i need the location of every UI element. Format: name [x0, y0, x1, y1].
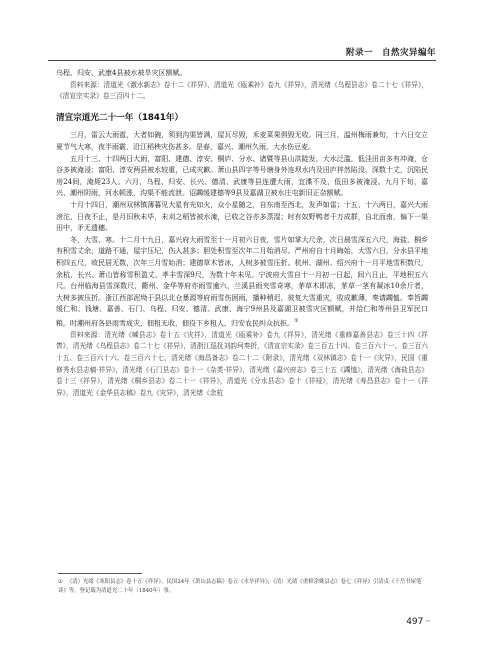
page-number-value: 497	[406, 617, 424, 627]
paragraph: 三月，雷云大雨雹，大者如碗，须到沟渠皆满，屋瓦尽毁，禾麦菜果俱毁无收。同三月，温州梅雨兼旬，十六日交立夏节气大寒，夜半雨霰，沿江稻秧灾伤甚多。是春，嘉兴、潮州久雨，大水伤豆麦。	[56, 131, 428, 151]
paragraph: 五月十三、十四两日大雨，富阳、建德、淳安、桐庐、分水、诸暨等县山洪陡发，大水泛滥，低洼田亩多有冲淹，仓谷多被淹浸；富阳、淳安两县被水较重，已成灾歉。萧山县四字等号塘身外连坝水内及田庐猝然陷没，深数十丈，沉陷民房24间，淹毙23人。六月，乌程、归安、长兴、德清、武康等县连遭大雨，宜渫不及，低田多被淹浸。九月下旬，嘉兴、潮州阴雨，河水顿涨，沟渠不能流泄。诏蠲缓建德等9县及嘉湖卫被水庄屯新旧正杂额赋。	[56, 154, 428, 198]
header-rule	[48, 60, 436, 61]
paragraph-text: 冬，大雪、寒。十二月十九日，嘉兴府大雨雪至十一月初六日夜，雪片如掌大尺余，次日晨雪深五六尺，海盐、桐乡有积雪丈余，道路不通，屋宇压圮，伤人甚多；胆处积雪至次年二月始消尽。严州府自十月晦始，大雪六日，分水县平地积四五尺，败民居无数，次年三月雪始消；建德草木皆冰，人树多被雪压折。杭州、湖州、绍兴府十一月平地雪积数尺，余杭、长兴、萧山皆称雪积盈丈，孝丰雪深9尺，为数十年未见。宁波府大雪自十一月初一日起，间六日止，平地积五六尺。台州临海县雪深数尺，衢州、金华等府亦雨雪逾六，兰溪县雨夹雪奇寒，茅草木即冻，茅草一茎有凝冰10余斤者，大树多被压折。浙江西部泥坳于县以北仓暴源等府雨雪伤困雨，播种稍迟，彼复大雪重灾，收成歉薄，奏请蠲恤。奉旨蠲缓仁和、钱塘、嘉善、石门、乌程、归安、德清、武康、海宁9州县及嘉湖卫被雪灾区额赋，并给仁和等州县卫军民口粮。时潮州府各县雨雪成灾，佃租无收，佃役下乡租人，归安农民纠众抗拒。	[56, 235, 428, 328]
paragraph	[56, 235, 428, 330]
running-head: 附录一 自然灾异编年	[345, 48, 436, 58]
page-number	[406, 617, 430, 627]
footnote	[58, 578, 428, 596]
footnote-text: 《清）光绪《寒阳县志》卷十五《祥异》，民国24年《萧山县志稿》卷五《水旱祥异》，《清）光绪《重修余姚县志》卷七《祥异》引清贞《干岳书屋笔谈》等，登记载为清道光二十年（1840年）事。	[58, 579, 422, 594]
paragraph: 十月十四日，潮州双林镇薄暮见大星有光如火，众小星随之，自东南至西北，发声如雷；十五、十六两日，嘉兴大雨滂沱，日夜不止，是月旧秋未毕，未刈之稻皆被水淹，已收之谷亦多蒸湿；时有奴野鸭者千万成群，自北而南，偏下一渠田中，矛无遗穗。	[56, 200, 428, 233]
page-number-suffix: ""	[425, 620, 430, 626]
source-citation: 资料来源：清道光《激水新志》卷十二《祥异》，清道光《瓯乘补》卷九《祥异》，清光绪《乌程县志》卷二十七《祥异》，《清宣宗实录》卷三百四十二。	[56, 80, 428, 101]
source-citation: 资料来源：清光绪《嵊县志》卷十五《灾祥》，清道光《瓯乘补》卷九《祥异》，清光绪《重修嘉善县志》卷三十四《祥眚》，清光绪《乌程县志》卷二十七《祥异》，清浙江巡抚刘韵珂奏折，《清宣宗实录》卷三百五十四、卷三百六十一、卷三百六十五、卷三百六十六、卷三百六十七，清光绪《海昌备志》卷二十二《附录》，清光绪《双林镇志》卷十一《灾异》，民国《重修秀水县志稿·祥异》，清光绪《石门县志》卷十一《杂类·祥异》，清光绪《嘉兴府志》卷三十五《蠲恤》，清光绪《海盐县志》卷十三《祥异》，清光绪《桐乡县志》卷二十一《祥异》，清道光《分水县志》卷十《祥祲》，清光绪《寿昌县志》卷十一《祥异》，清道光《金华县志稿》卷九《灾异》，清光绪《余杭	[56, 330, 428, 397]
footnote-mark: ①	[58, 579, 63, 585]
section-heading: 清宣宗道光二十一年（1841年）	[56, 112, 184, 123]
footnote-reference: ①	[294, 317, 299, 324]
main-text	[56, 68, 428, 399]
paragraph: 乌程、归安、武康4县被水被旱灾区额赋。	[56, 69, 187, 77]
footnote-rule	[58, 573, 142, 574]
